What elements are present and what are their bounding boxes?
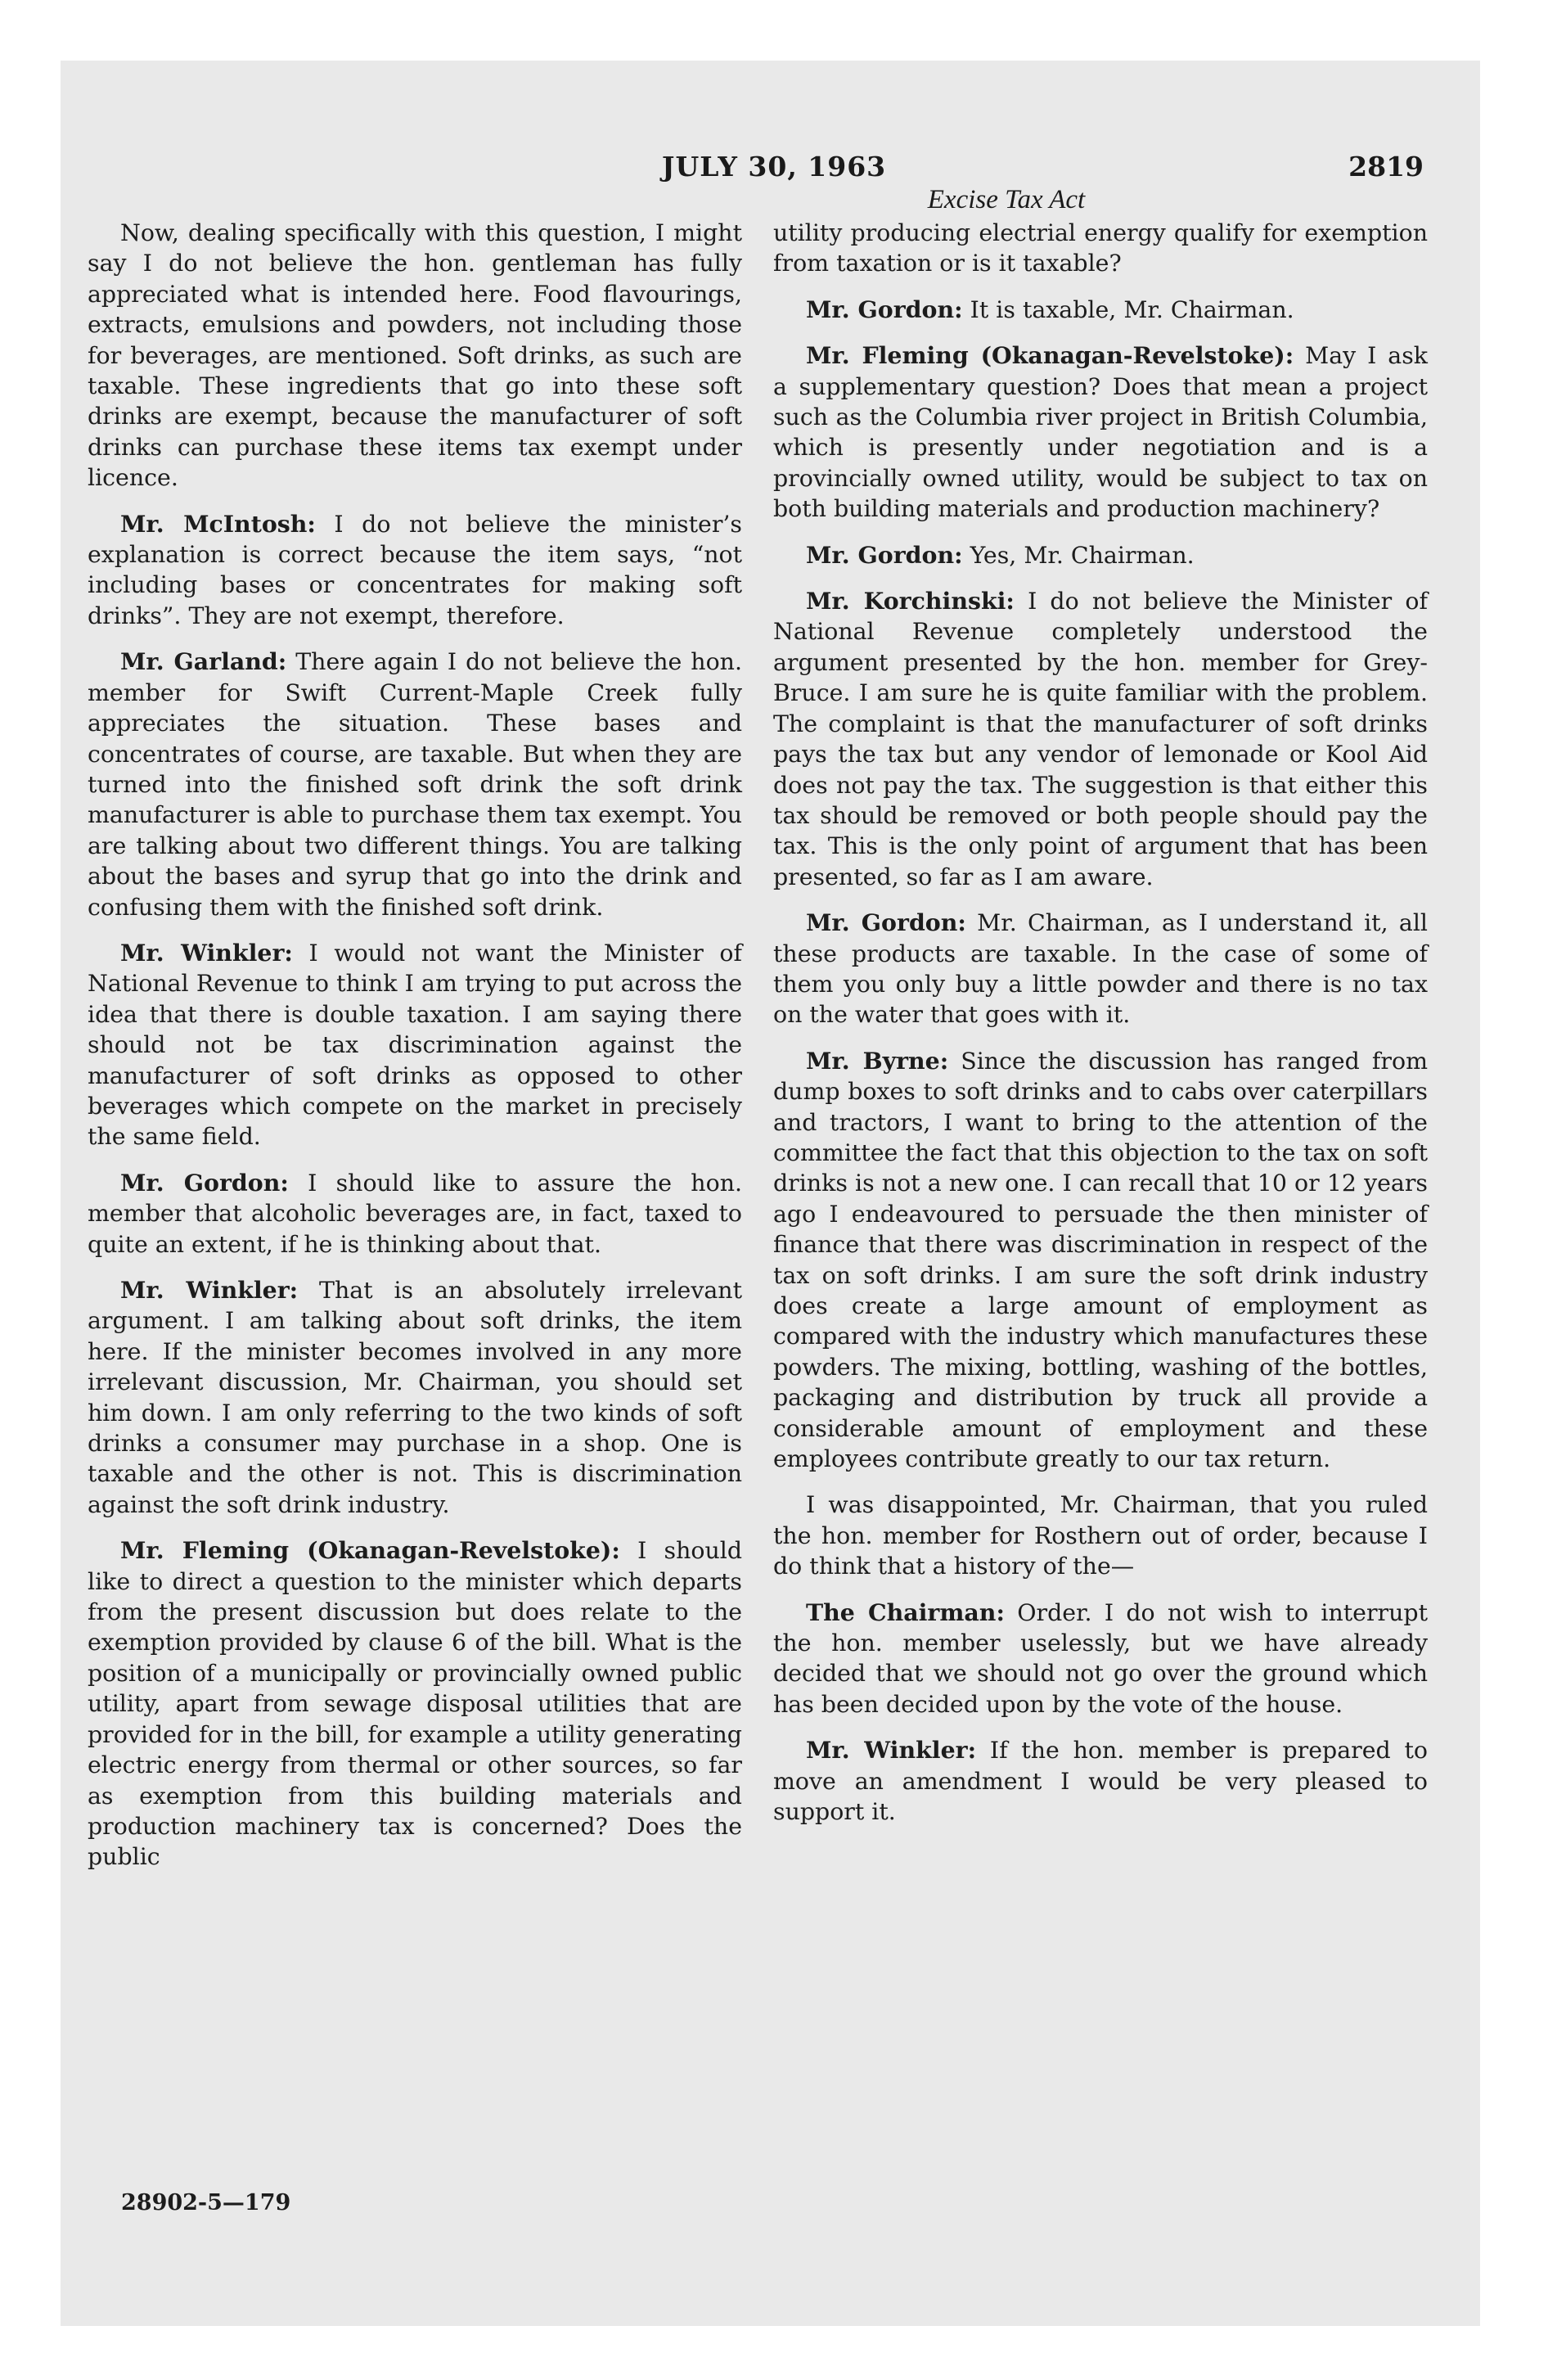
- paragraph-text: There again I do not believe the hon. member for Swift Current-Maple Creek fully appreciates the situation. These bases and concentrates of course, are taxable. But when they are turned into the finished soft drink the soft drink manufacturer is able to purchase them tax exempt. You are talking about two different things. You are talking about the bases and syrup that go into the drink and confusing them with the finished soft drink.: [88, 648, 742, 921]
- paragraph-text: I should like to assure the hon. member that alcoholic beverages are, in fact, taxed to quite an extent, if he is thinking about that.: [88, 1169, 742, 1258]
- paragraph: [773, 295, 1428, 325]
- paragraph: [88, 647, 742, 922]
- speaker-name: Mr. Winkler:: [806, 1736, 977, 1765]
- speaker-name: Mr. Winkler:: [120, 1276, 299, 1304]
- speaker-name: Mr. Gordon:: [806, 540, 963, 569]
- paragraph: [88, 509, 742, 632]
- paragraph-text: If the hon. member is prepared to move an amendment I would be very pleased to support it.: [773, 1737, 1428, 1826]
- paragraph: [773, 218, 1428, 279]
- paragraph: [773, 340, 1428, 524]
- paragraph-text: May I ask a supplementary question? Does that mean a project such as the Columbia river project in British Columbia, which is presently under negotiation and is a provincially owned utility, would be subject to tax on both building materials and production machinery?: [773, 342, 1429, 523]
- paragraph-text: I was disappointed, Mr. Chairman, that you ruled the hon. member for Rosthern out of order, because I do think that a history of the—: [773, 1491, 1428, 1580]
- speaker-name: Mr. McIntosh:: [120, 509, 316, 538]
- speaker-name: Mr. Gordon:: [120, 1168, 289, 1197]
- paragraph: [773, 1598, 1428, 1720]
- paragraph-text: Order. I do not wish to interrupt the hon. member uselessly, but we have already decided that we should not go over the ground which has been decided upon by the vote of the house.: [773, 1598, 1428, 1718]
- paragraph-text: It is taxable, Mr. Chairman.: [970, 295, 1294, 323]
- speaker-name: The Chairman:: [806, 1598, 1005, 1626]
- paragraph: [88, 1275, 742, 1520]
- paragraph-text: I do not believe the Minister of National Revenue completely understood the argument presented by the hon. member for Grey-Bruce. I am sure he is quite familiar with the problem. The complaint is that the manufacturer of soft drinks pays the tax but any vendor of lemonade or Kool Aid does not pay the tax. The suggestion is that either this tax should be removed or both people should pay the tax. This is the only point of argument that has been presented, so far as I am aware.: [773, 588, 1429, 890]
- paragraph: [773, 1490, 1428, 1581]
- section-title: Excise Tax Act: [927, 185, 1086, 214]
- speaker-name: Mr. Byrne:: [806, 1046, 949, 1075]
- speaker-name: Mr. Gordon:: [806, 908, 966, 937]
- paragraph-text: utility producing electrial energy qualify for exemption from taxation or is it taxable?: [773, 219, 1428, 277]
- paragraph-text: I should like to direct a question to the minister which departs from the present discussion but does relate to the exemption provided by clause 6 of the bill. What is the position of a municipally or provincially owned public utility, apart from sewage disposal utilities that are provided for in the bill, for example a utility generating electric energy from thermal or other sources, so far as exemption from this building materials and production machinery tax is concerned? Does the public: [88, 1537, 743, 1871]
- paragraph: [88, 938, 742, 1152]
- right-column: [773, 218, 1428, 1843]
- speaker-name: Mr. Korchinski:: [806, 587, 1015, 615]
- paragraph: [773, 1735, 1428, 1827]
- paragraph: [88, 218, 742, 494]
- page-number: 2819: [1348, 151, 1424, 183]
- paragraph: [773, 908, 1428, 1030]
- paragraph-text: Now, dealing specifically with this question, I might say I do not believe the hon. gentleman has fully appreciated what is intended here. Food flavourings, extracts, emulsions and powders, not including those for beverages, are mentioned. Soft drinks, as such are taxable. These ingredients that go into these soft drinks are exempt, because the manufacturer of soft drinks can purchase these items tax exempt under licence.: [88, 219, 742, 492]
- paragraph: [773, 1046, 1428, 1475]
- paragraph: [773, 586, 1428, 892]
- speaker-name: Mr. Fleming (Okanagan-Revelstoke):: [120, 1536, 620, 1565]
- paragraph-text: Mr. Chairman, as I understand it, all these products are taxable. In the case of some of them you only buy a little powder and there is no tax on the water that goes with it.: [773, 909, 1428, 1029]
- speaker-name: Mr. Garland:: [120, 647, 287, 676]
- paragraph-text: I would not want the Minister of National Revenue to think I am trying to put across the idea that there is double taxation. I am saying there should not be tax discrimination against the manufacturer of soft drinks as opposed to other beverages which compete on the market in precisely the same field.: [88, 939, 742, 1151]
- paragraph-text: Since the discussion has ranged from dump boxes to soft drinks and to cabs over caterpillars and tractors, I want to bring to the attention of the committee the fact that this objection to the tax on soft drinks is not a new one. I can recall that 10 or 12 years ago I endeavoured to persuade the then minister of finance that there was discrimination in respect of the tax on soft drinks. I am sure the soft drink industry does create a large amount of employment as compared with the industry which manufactures these powders. The mixing, bottling, washing of the bottles, packaging and distribution by truck all provide a considerable amount of employment and these employees contribute greatly to our tax return.: [773, 1047, 1428, 1473]
- paragraph-text: That is an absolutely irrelevant argument. I am talking about soft drinks, the item here. If the minister becomes involved in any more irrelevant discussion, Mr. Chairman, you should set him down. I am only referring to the two kinds of soft drinks a consumer may purchase in a shop. One is taxable and the other is not. This is discrimination against the soft drink industry.: [88, 1277, 742, 1518]
- speaker-name: Mr. Fleming (Okanagan-Revelstoke):: [806, 341, 1294, 370]
- paragraph-text: I do not believe the minister’s explanation is correct because the item says, “not including bases or concentrates for making soft drinks”. They are not exempt, therefore.: [88, 510, 742, 629]
- paragraph: [88, 1535, 742, 1872]
- page-date: JULY 30, 1963: [661, 151, 887, 183]
- paragraph: [773, 540, 1428, 570]
- speaker-name: Mr. Winkler:: [120, 938, 293, 967]
- left-column: [88, 218, 742, 1888]
- print-code: 28902-5—179: [121, 2190, 291, 2215]
- paragraph-text: Yes, Mr. Chairman.: [970, 541, 1195, 569]
- paragraph: [88, 1168, 742, 1260]
- speaker-name: Mr. Gordon:: [806, 295, 963, 323]
